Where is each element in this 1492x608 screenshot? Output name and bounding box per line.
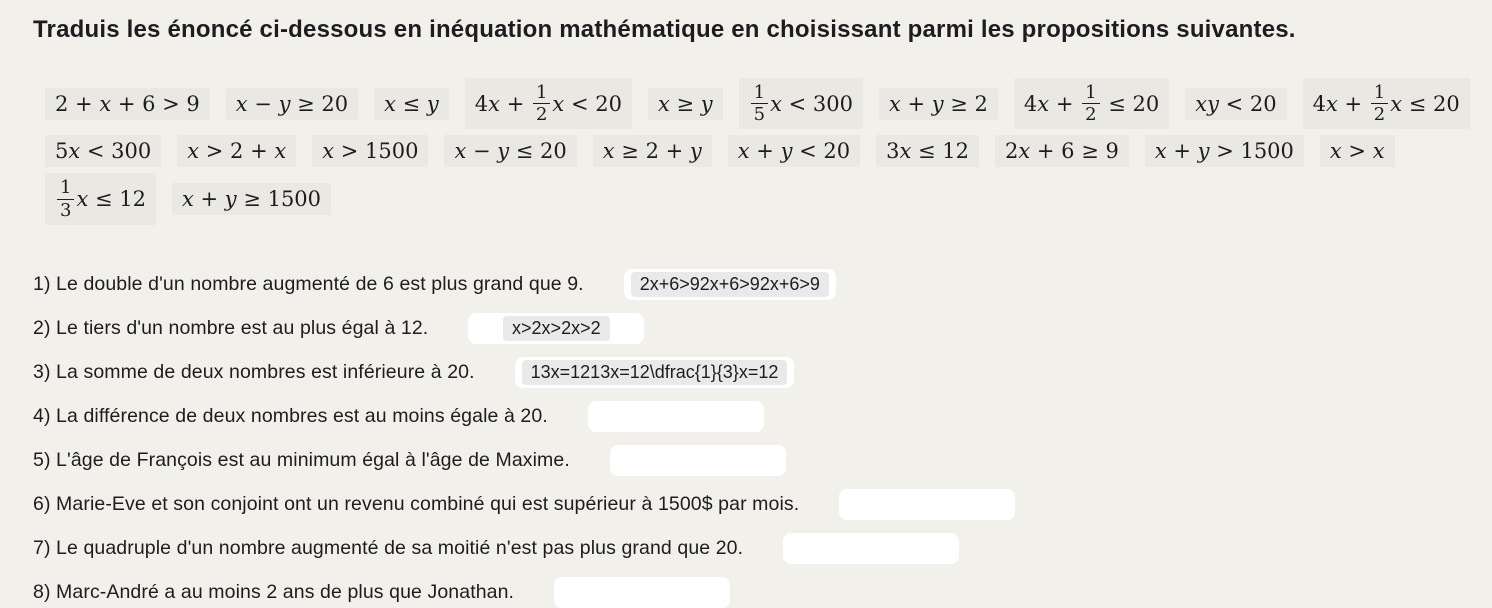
proposition-chip[interactable]: 4 x + $\frac{1}{2}$ x ≤ 20 <box>1303 78 1470 129</box>
answer-dropzone[interactable] <box>588 401 764 432</box>
proposition-chip[interactable]: 2 x + 6 ≥ 9 <box>995 135 1129 167</box>
proposition-chip[interactable]: x y < 20 <box>1185 88 1286 120</box>
statement-row <box>33 313 1492 344</box>
proposition-chip[interactable]: x − y ≥ 20 <box>226 88 358 120</box>
fraction: $\frac{1}{2}$ <box>533 82 550 125</box>
fraction: $\frac{1}{3}$ <box>57 177 74 220</box>
proposition-chip[interactable]: x ≤ y <box>374 88 449 120</box>
proposition-chip[interactable]: x + y ≥ 2 <box>879 88 998 120</box>
fraction: $\frac{1}{2}$ <box>1371 82 1388 125</box>
page <box>0 16 1492 608</box>
proposition-chip[interactable]: 2 + x + 6 > 9 <box>45 88 210 120</box>
statement-row <box>33 533 1492 564</box>
answer-dropzone[interactable] <box>839 489 1015 520</box>
answer-dropzone[interactable] <box>468 313 644 344</box>
proposition-chip[interactable]: x ≥ y <box>648 88 723 120</box>
statement-row <box>33 489 1492 520</box>
statement-text: 2) Le tiers d'un nombre est au plus égal à 12. <box>33 316 429 339</box>
statement-text: 4) La différence de deux nombres est au moins égale à 20. <box>33 404 548 427</box>
statement-text: 6) Marie-Eve et son conjoint ont un revenu combiné qui est supérieur à 1500$ par mois. <box>33 492 800 515</box>
answer-dropzone[interactable] <box>610 445 786 476</box>
answer-dropzone[interactable] <box>515 357 795 388</box>
proposition-chip[interactable]: x ≥ 2 + y <box>593 135 712 167</box>
proposition-chip[interactable]: x + y > 1500 <box>1145 135 1304 167</box>
page-title: Traduis les énoncé ci-dessous en inéquation mathématique en choisissant parmi les propositions suivantes. <box>33 16 1296 43</box>
statement-row <box>33 269 1492 300</box>
proposition-chip[interactable]: x > x <box>1320 135 1395 167</box>
statement-text: 7) Le quadruple d'un nombre augmenté de sa moitié n'est pas plus grand que 20. <box>33 536 744 559</box>
proposition-row <box>45 173 1482 224</box>
proposition-row <box>45 135 1482 167</box>
proposition-chip[interactable]: $\frac{1}{5}$ x < 300 <box>739 78 863 129</box>
statement-text: 8) Marc-André a au moins 2 ans de plus que Jonathan. <box>33 580 515 603</box>
statement-text: 5) L'âge de François est au minimum égal à l'âge de Maxime. <box>33 448 570 471</box>
proposition-chip[interactable]: x + y ≥ 1500 <box>172 183 331 215</box>
statement-text: 3) La somme de deux nombres est inférieure à 20. <box>33 360 475 383</box>
statement-text: 1) Le double d'un nombre augmenté de 6 est plus grand que 9. <box>33 272 584 295</box>
statement-row <box>33 401 1492 432</box>
proposition-chip[interactable]: x − y ≤ 20 <box>444 135 576 167</box>
proposition-chip[interactable]: $\frac{1}{3}$ x ≤ 12 <box>45 173 156 224</box>
proposition-chip[interactable]: x + y < 20 <box>728 135 860 167</box>
proposition-chip[interactable]: 4 x + $\frac{1}{2}$ x < 20 <box>465 78 632 129</box>
answer-chip[interactable]: 13x=1213x=12\dfrac{1}{3}x=12 <box>522 360 788 385</box>
answer-dropzone[interactable] <box>624 269 836 300</box>
statement-row <box>33 445 1492 476</box>
answer-chip[interactable]: 2x+6>92x+6>92x+6>9 <box>631 272 829 297</box>
answer-dropzone[interactable] <box>554 577 730 608</box>
statements <box>0 269 1492 608</box>
fraction: $\frac{1}{5}$ <box>751 82 768 125</box>
proposition-chip[interactable]: 3 x ≤ 12 <box>876 135 979 167</box>
statement-row <box>33 357 1492 388</box>
answer-chip[interactable]: x>2x>2x>2 <box>503 316 610 341</box>
fraction: $\frac{1}{2}$ <box>1082 82 1099 125</box>
propositions <box>45 78 1482 225</box>
proposition-chip[interactable]: x > 1500 <box>312 135 428 167</box>
answer-dropzone[interactable] <box>783 533 959 564</box>
proposition-chip[interactable]: 5 x < 300 <box>45 135 161 167</box>
proposition-chip[interactable]: 4 x + $\frac{1}{2}$ ≤ 20 <box>1014 78 1169 129</box>
proposition-chip[interactable]: x > 2 + x <box>177 135 296 167</box>
statement-row <box>33 577 1492 608</box>
proposition-row <box>45 78 1482 129</box>
